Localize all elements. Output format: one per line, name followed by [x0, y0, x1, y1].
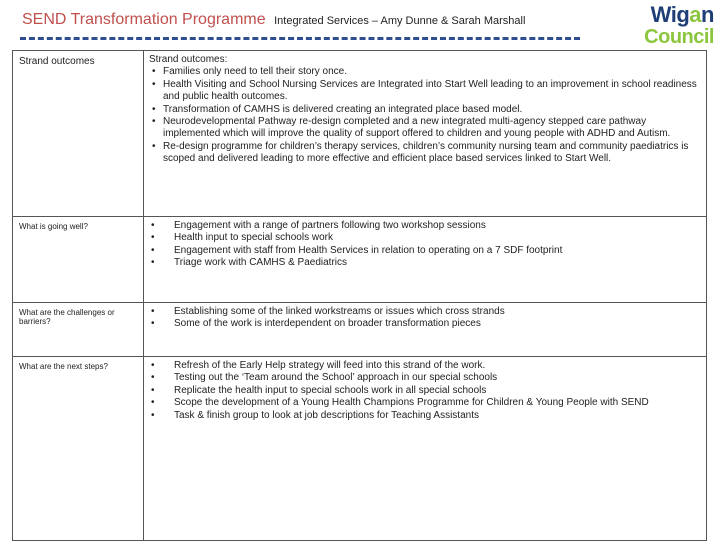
table-row — [13, 51, 707, 217]
list-item: • Refresh of the Early Help strategy will feed into this strand of the work. — [149, 360, 702, 372]
status-table — [12, 50, 707, 541]
list-item: • Establishing some of the linked workstreams or issues which cross strands — [149, 306, 702, 318]
dashed-divider — [20, 37, 580, 40]
table-row — [13, 303, 707, 357]
strand-intro: Strand outcomes: — [149, 54, 228, 65]
row-label: What are the challenges or barriers? — [13, 303, 144, 357]
logo-wigan-text: Wigan — [650, 2, 714, 27]
list-item: • Health Visiting and School Nursing Services are Integrated into Start Well leading to an improvement in school readiness and public health outcomes. — [149, 79, 702, 104]
page-title — [22, 11, 525, 29]
row-label: Strand outcomes — [13, 51, 144, 217]
programme-title: SEND Transformation Programme — [22, 11, 266, 28]
page-header — [0, 0, 720, 56]
next-steps-list — [149, 360, 702, 422]
going-well-list — [149, 220, 702, 270]
list-item: • Task & finish group to look at job descriptions for Teaching Assistants — [149, 410, 702, 422]
table-row — [13, 217, 707, 303]
table-row — [13, 357, 707, 541]
list-item: • Engagement with a range of partners following two workshop sessions — [149, 220, 702, 232]
list-item: • Neurodevelopmental Pathway re-design completed and a new integrated multi-agency stepped care pathway implemented which will improve the quality of support offered to children and young people with ADHD and Autism. — [149, 116, 702, 141]
row-content — [144, 217, 707, 303]
list-item: • Testing out the ‘Team around the School’ approach in our special schools — [149, 372, 702, 384]
logo-council-text: Council — [644, 26, 714, 48]
list-item: • Families only need to tell their story once. — [149, 66, 702, 78]
wigan-council-logo — [624, 4, 714, 52]
list-item: • Re-design programme for children’s therapy services, children’s community nursing team and community paediatrics is scoped and delivered leading to more effective and efficient place based services linked to Start Well. — [149, 141, 702, 166]
list-item: • Some of the work is interdependent on broader transformation pieces — [149, 318, 702, 330]
row-label: What is going well? — [13, 217, 144, 303]
row-label: What are the next steps? — [13, 357, 144, 541]
row-content — [144, 303, 707, 357]
list-item: • Engagement with staff from Health Services in relation to operating on a 7 SDF footprint — [149, 245, 702, 257]
row-content — [144, 357, 707, 541]
programme-subtitle: Integrated Services – Amy Dunne & Sarah Marshall — [274, 15, 526, 27]
list-item: • Triage work with CAMHS & Paediatrics — [149, 257, 702, 269]
challenges-list — [149, 306, 702, 331]
list-item: • Scope the development of a Young Health Champions Programme for Children & Young People with SEND — [149, 397, 702, 409]
outcome-list — [149, 66, 702, 165]
list-item: • Health input to special schools work — [149, 232, 702, 244]
list-item: • Transformation of CAMHS is delivered creating an integrated place based model. — [149, 104, 702, 116]
row-content — [144, 51, 707, 217]
list-item: • Replicate the health input to special schools work in all special schools — [149, 385, 702, 397]
